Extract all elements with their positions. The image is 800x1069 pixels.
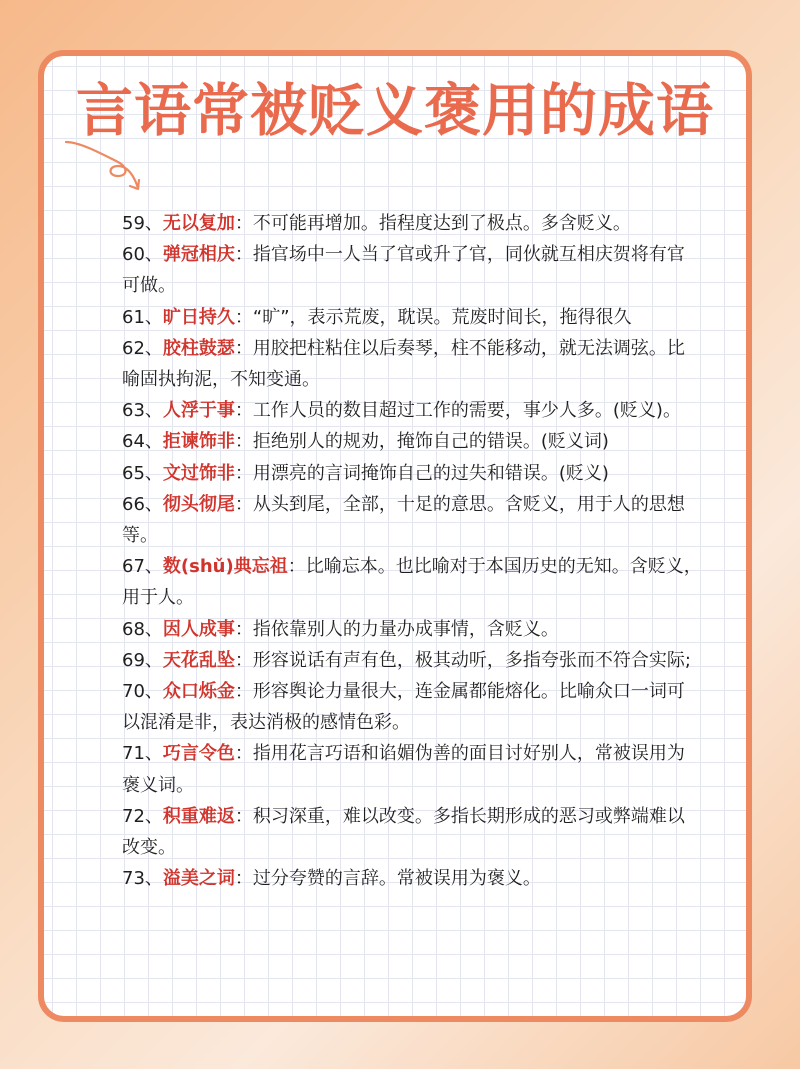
list-item [122, 489, 702, 551]
entry-number: 60、 [122, 244, 163, 266]
entry-number: 62、 [122, 337, 163, 359]
list-item [122, 426, 702, 457]
idiom-definition: ：形容舆论力量很大，连金属都能熔化。比喻众口一词可以混淆是非，表达消极的感情色彩。 [122, 681, 685, 734]
idiom-definition: ：用漂亮的言词掩饰自己的过失和错误。(贬义) [234, 462, 609, 484]
idiom-term: 彻头彻尾 [162, 493, 235, 515]
idiom-term: 溢美之词 [162, 868, 235, 890]
list-item [122, 395, 702, 426]
entry-number: 64、 [122, 431, 163, 453]
list-item [122, 614, 702, 645]
idiom-term: 弹冠相庆 [162, 244, 235, 266]
idiom-definition: ：指官场中一人当了官或升了官，同伙就互相庆贺将有官可做。 [122, 244, 685, 297]
page-title: 言语常被贬义褒用的成语 [76, 78, 714, 144]
entry-number: 63、 [122, 400, 163, 422]
idiom-term: 拒谏饰非 [162, 431, 235, 453]
idiom-term: 天花乱坠 [162, 649, 235, 671]
list-item [122, 738, 702, 800]
list-item [122, 551, 702, 613]
idiom-term: 无以复加 [162, 213, 235, 234]
list-item [122, 863, 702, 894]
list-item [122, 458, 702, 489]
idiom-definition: ：拒绝别人的规劝，掩饰自己的错误。(贬义词) [234, 431, 609, 453]
entry-number: 69、 [122, 649, 163, 671]
idiom-term: 众口烁金 [162, 681, 235, 703]
idiom-definition: ：用胶把柱粘住以后奏琴，柱不能移动，就无法调弦。比喻固执拘泥，不知变通。 [122, 337, 685, 391]
entry-number: 67、 [122, 556, 163, 578]
entry-number: 65、 [122, 462, 163, 484]
idiom-definition: ：积习深重，难以改变。多指长期形成的恶习或弊端难以改变。 [122, 805, 685, 859]
entry-number: 59、 [122, 213, 163, 234]
list-item [122, 302, 702, 333]
entry-number: 68、 [122, 618, 163, 640]
entry-number: 71、 [122, 743, 163, 765]
list-item [122, 208, 702, 239]
idiom-term: 数(shǔ)典忘祖 [162, 556, 288, 578]
idiom-definition: ：不可能再增加。指程度达到了极点。多含贬义。 [234, 213, 631, 234]
idiom-definition: ：从头到尾，全部，十足的意思。含贬义，用于人的思想等。 [122, 493, 685, 547]
curly-arrow-icon [62, 136, 142, 198]
entry-number: 70、 [122, 681, 163, 703]
idiom-definition: ：工作人员的数目超过工作的需要，事少人多。(贬义)。 [234, 400, 681, 422]
idiom-term: 文过饰非 [162, 462, 235, 484]
entry-number: 66、 [122, 493, 163, 515]
list-item [122, 645, 702, 676]
idiom-definition: ：过分夸赞的言辞。常被误用为褒义。 [234, 868, 541, 890]
idiom-term: 因人成事 [162, 618, 235, 640]
idiom-definition: ：形容说话有声有色，极其动听，多指夸张而不符合实际; [234, 649, 691, 671]
idiom-term: 巧言令色 [162, 743, 235, 765]
list-item [122, 239, 702, 301]
idiom-term: 人浮于事 [162, 400, 235, 422]
note-card [38, 50, 752, 1022]
entry-number: 73、 [122, 868, 163, 890]
idiom-definition: ：比喻忘本。也比喻对于本国历史的无知。含贬义，用于人。 [122, 556, 702, 609]
list-item [122, 676, 702, 738]
idiom-definition: ：“旷”，表示荒废，耽误。荒废时间长，拖得很久 [234, 306, 632, 328]
idiom-list [122, 208, 702, 894]
idiom-term: 旷日持久 [162, 306, 235, 328]
idiom-term: 积重难返 [162, 805, 235, 827]
entry-number: 61、 [122, 306, 163, 328]
idiom-definition: ：指依靠别人的力量办成事情，含贬义。 [234, 618, 559, 640]
entry-number: 72、 [122, 805, 163, 827]
list-item [122, 333, 702, 395]
idiom-definition: ：指用花言巧语和谄媚伪善的面目讨好别人，常被误用为褒义词。 [122, 743, 685, 796]
idiom-term: 胶柱鼓瑟 [162, 337, 235, 359]
list-item [122, 801, 702, 863]
